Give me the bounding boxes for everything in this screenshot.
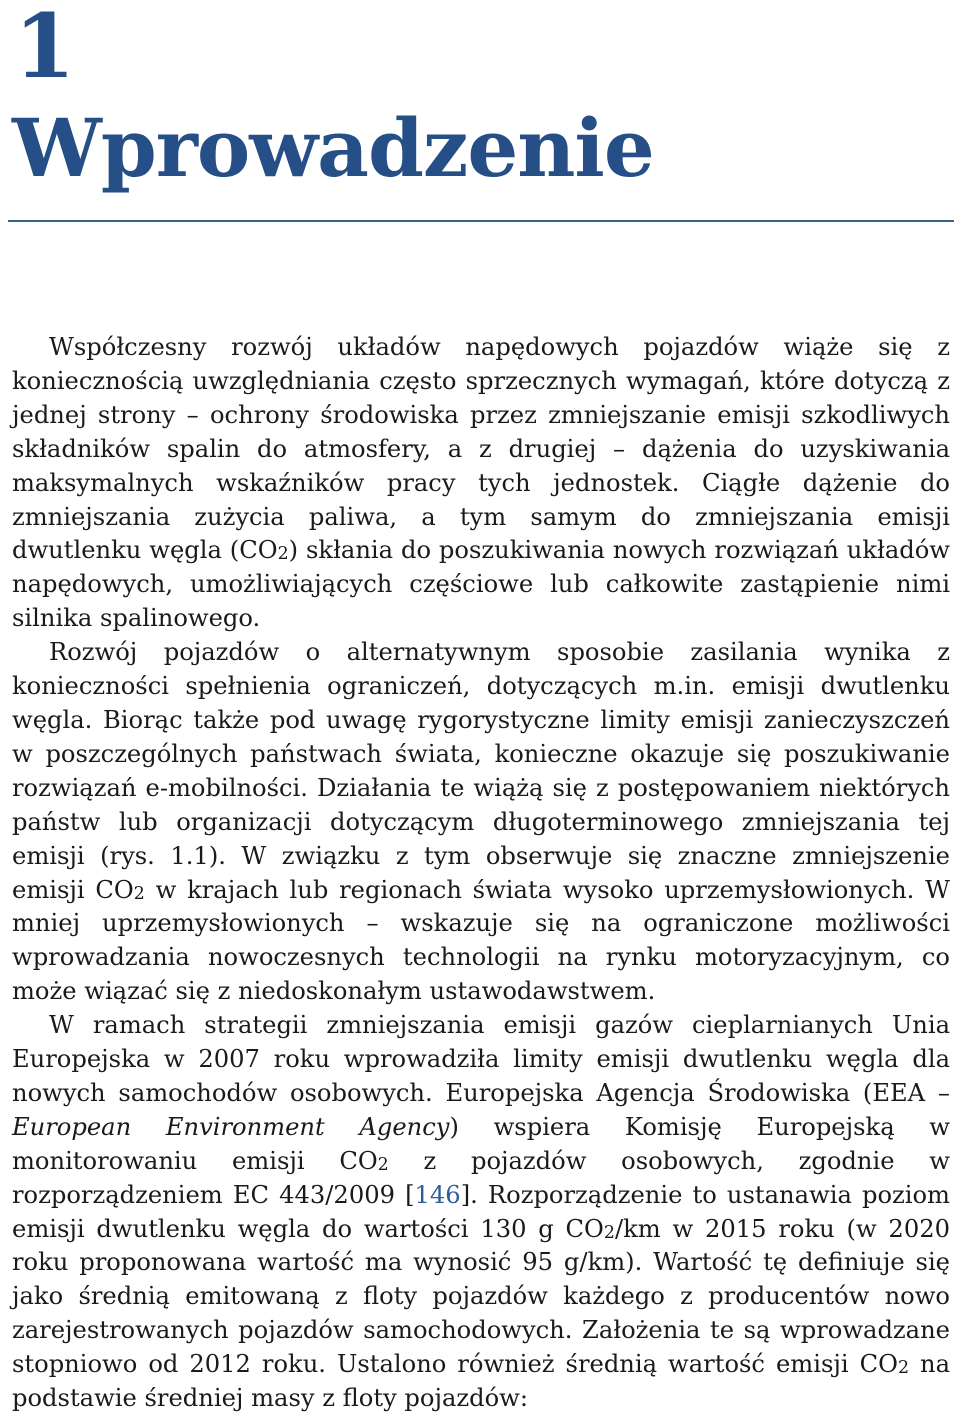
paragraph-3-text-b: ) wspiera Komisję Europejską w monitorowaniu emisji CO — [12, 1112, 950, 1175]
paragraph-3 — [12, 1009, 950, 1416]
title-divider — [8, 220, 954, 222]
subscript: 2 — [897, 1358, 910, 1379]
paragraph-2 — [12, 636, 950, 1009]
paragraph-1-text-a: Współczesny rozwój układów napędowych pojazdów wiąże się z koniecznością uwzględniania często sprzecznych wymagań, które dotyczą z jednej strony – ochrony środowiska przez zmniejszanie emisji szkodliwych składników spalin do atmosfery, a z drugiej – dążenia do uzyskiwania maksymalnych wskaźników pracy tych jednostek. Ciągłe dążenie do zmniejszania zużycia paliwa, a tym samym do zmniejszania emisji dwutlenku węgla (CO — [12, 333, 950, 565]
reference-link[interactable]: 146 — [414, 1180, 461, 1209]
paragraph-3-text-d: ]. Rozporządzenie to ustanawia poziom emisji dwutlenku węgla do wartości 130 g CO — [12, 1180, 950, 1243]
subscript: 2 — [377, 1154, 389, 1175]
paragraph-1-text-b: ) skłania do poszukiwania nowych rozwiązań układów napędowych, umożliwiających częściowe lub całkowite zastąpienie nimi silnika spalinowego. — [12, 536, 951, 633]
paragraph-2-text-a: Rozwój pojazdów o alternatywnym sposobie zasilania wynika z konieczności spełnienia ograniczeń, dotyczących m.in. emisji dwutlenku węgla. Biorąc także pod uwagę rygorystyczne limity emisji zanieczyszczeń w poszczególnych państwach świata, konieczne okazuje się poszukiwanie rozwiązań e-mobilności. Działania te wiążą się z postępowaniem niektórych państw lub organizacji dotyczącym długoterminowego zmniejszania tej emisji (rys. 1.1). W związku z tym obserwuje się znaczne zmniejszenie emisji CO — [12, 638, 950, 904]
paragraph-1 — [12, 331, 950, 636]
paragraph-2-text-b: w krajach lub regionach świata wysoko uprzemysłowionych. W mniej uprzemysłowionych – wskazuje się na ograniczone możliwości wprowadzania nowoczesnych technologii na rynku motoryzacyjnym, co może wiązać się z niedoskonałym ustawodawstwem. — [12, 875, 950, 1006]
subscript: 2 — [277, 544, 289, 565]
italic-term: European Environment Agency — [12, 1112, 450, 1141]
subscript: 2 — [133, 883, 145, 904]
chapter-title: Wprowadzenie — [12, 101, 654, 195]
body-text — [12, 331, 950, 1416]
chapter-number: 1 — [14, 0, 76, 98]
paragraph-3-text-f: na podstawie średniej masy z floty pojazdów: — [12, 1350, 951, 1413]
paragraph-3-text-a: W ramach strategii zmniejszania emisji gazów cieplarnianych Unia Europejska w 2007 roku wprowadziła limity emisji dwutlenku węgla dla nowych samochodów osobowych. Europejska Agencja Środowiska (EEA – — [12, 1011, 950, 1107]
subscript: 2 — [603, 1222, 615, 1243]
paragraph-3-text-c: z pojazdów osobowych, zgodnie w rozporządzeniem EC 443/2009 [ — [12, 1146, 950, 1209]
paragraph-3-text-e: /km w 2015 roku (w 2020 roku proponowana wartość ma wynosić 95 g/km). Wartość tę definiuje się jako średnią emitowaną z floty pojazdów każdego z producentów nowo zarejestrowanych pojazdów samochodowych. Założenia te są wprowadzane stopniowo od 2012 roku. Ustalono również średnią wartość emisji CO — [12, 1214, 950, 1379]
